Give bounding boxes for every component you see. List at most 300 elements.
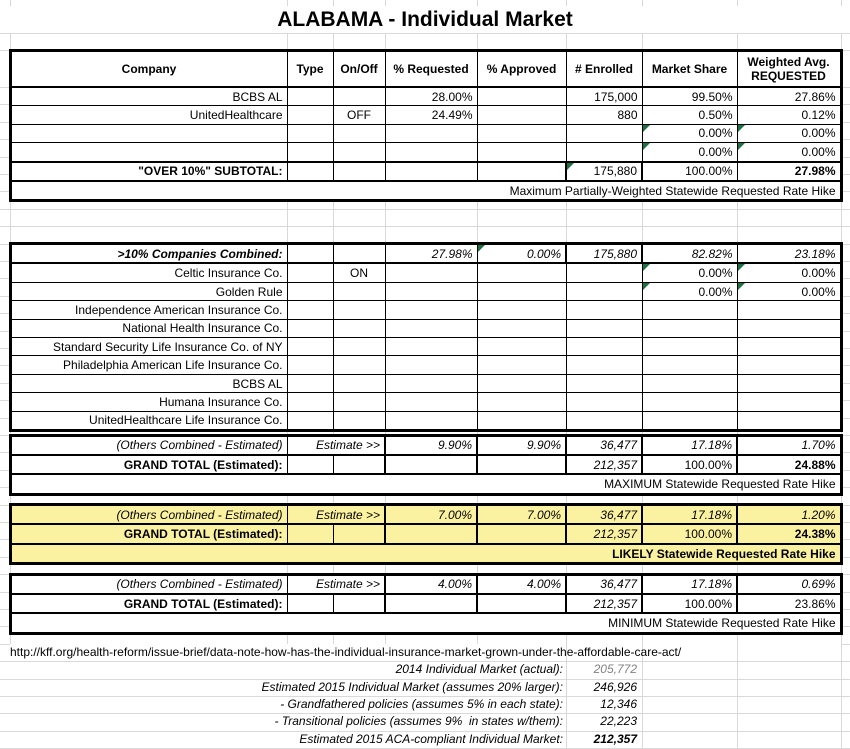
cell-company-text: BCBS AL xyxy=(232,376,283,391)
header-approved[interactable] xyxy=(477,50,566,87)
cell-onoff[interactable] xyxy=(333,374,385,392)
header-weighted[interactable] xyxy=(737,50,841,87)
cell-weighted[interactable] xyxy=(737,106,841,124)
table-note[interactable] xyxy=(10,474,841,494)
over10-table xyxy=(9,49,843,203)
gridline xyxy=(385,33,386,50)
cell-weighted-text: 0.00% xyxy=(801,284,836,299)
table-row xyxy=(10,374,841,392)
grand-total-weighted[interactable] xyxy=(737,524,841,543)
gridline xyxy=(737,33,738,50)
cell-company[interactable] xyxy=(10,87,287,106)
footer-label[interactable]: Estimated 2015 Individual Market (assumes 20% larger): xyxy=(261,679,563,694)
grand-total-enrolled-text: 212,357 xyxy=(593,527,637,542)
green-triangle-icon xyxy=(738,143,745,150)
grand-total-label[interactable] xyxy=(10,524,287,543)
combined-enrolled[interactable] xyxy=(566,244,642,264)
others-requested[interactable] xyxy=(385,505,477,525)
table-row xyxy=(10,594,841,613)
cell-weighted[interactable] xyxy=(737,393,841,411)
combined-weighted-text: 23.18% xyxy=(794,246,836,261)
cell-enrolled[interactable] xyxy=(566,282,642,300)
others-weighted[interactable] xyxy=(737,435,841,455)
cell-requested[interactable] xyxy=(385,411,477,430)
others-requested[interactable] xyxy=(385,435,477,455)
green-triangle-icon xyxy=(643,283,650,290)
cell-weighted[interactable] xyxy=(737,87,841,106)
footer-label[interactable]: - Transitional policies (assumes 9% in states w/them): xyxy=(274,714,563,729)
cell-requested[interactable] xyxy=(385,455,477,474)
cell-enrolled[interactable] xyxy=(566,87,642,106)
grand-total-weighted-text: 24.88% xyxy=(794,457,836,472)
estimate-cell[interactable] xyxy=(287,435,385,455)
others-approved-text: 4.00% xyxy=(526,577,561,592)
cell-requested[interactable] xyxy=(385,393,477,411)
cell-company-text: Independence American Insurance Co. xyxy=(75,302,283,317)
cell-share[interactable] xyxy=(642,106,737,124)
cell-weighted[interactable] xyxy=(737,124,841,142)
cell-company[interactable] xyxy=(10,301,287,319)
grand-total-weighted-text: 23.86% xyxy=(794,596,836,611)
cell-onoff-text: ON xyxy=(350,266,368,281)
green-triangle-icon xyxy=(738,125,745,132)
header-requested-text: % Requested xyxy=(393,61,469,76)
green-triangle-icon xyxy=(478,245,485,252)
cell-requested-text: 24.49% xyxy=(431,108,473,123)
cell-requested[interactable] xyxy=(385,319,477,337)
others-share[interactable] xyxy=(642,505,737,525)
cell-type[interactable] xyxy=(287,594,333,613)
others-share-text: 17.18% xyxy=(691,577,732,592)
estimate-cell-text: Estimate >> xyxy=(315,507,380,522)
subtotal-enrolled[interactable] xyxy=(566,162,642,181)
header-company-text: Company xyxy=(121,61,177,76)
cell-onoff[interactable] xyxy=(333,356,385,374)
footer-value[interactable]: 246,926 xyxy=(593,679,637,694)
likely-estimate-table xyxy=(9,503,843,565)
grand-total-enrolled[interactable] xyxy=(566,524,642,543)
gridline xyxy=(0,644,10,645)
table-note[interactable] xyxy=(10,544,841,564)
cell-type[interactable] xyxy=(287,356,333,374)
cell-share[interactable] xyxy=(642,124,737,142)
table-row xyxy=(10,455,841,474)
footer-value[interactable]: 212,357 xyxy=(593,731,637,746)
table-row xyxy=(10,338,841,356)
header-requested[interactable] xyxy=(385,50,477,87)
cell-enrolled[interactable] xyxy=(566,393,642,411)
cell-enrolled[interactable] xyxy=(566,374,642,392)
cell-type[interactable] xyxy=(287,455,333,474)
table-note-text: MAXIMUM Statewide Requested Rate Hike xyxy=(604,476,836,491)
source-url[interactable]: http://kff.org/health-reform/issue-brief/data-note-how-has-the-individual-insurance-market-grown-under-the-affordable-care-act/ xyxy=(10,644,682,659)
footer-label[interactable]: Estimated 2015 ACA-compliant Individual Market: xyxy=(299,731,563,746)
cell-enrolled-text: 880 xyxy=(617,108,638,123)
gridline xyxy=(333,33,334,50)
others-approved[interactable] xyxy=(477,505,566,525)
table-note-text: Maximum Partially-Weighted Statewide Requested Rate Hike xyxy=(509,183,836,198)
cell-company[interactable] xyxy=(10,124,287,142)
header-company[interactable] xyxy=(10,50,287,87)
cell-onoff[interactable] xyxy=(333,338,385,356)
cell-share[interactable] xyxy=(642,338,737,356)
footer-label[interactable]: - Grandfathered policies (assumes 5% in each state): xyxy=(280,697,563,711)
cell-approved[interactable] xyxy=(477,338,566,356)
others-enrolled-text: 36,477 xyxy=(600,438,637,453)
table-row xyxy=(10,411,841,430)
grand-total-weighted-text: 24.38% xyxy=(794,527,836,542)
cell-weighted[interactable] xyxy=(737,338,841,356)
others-approved[interactable] xyxy=(477,574,566,594)
others-approved[interactable] xyxy=(477,435,566,455)
others-enrolled-text: 36,477 xyxy=(600,577,637,592)
cell-company-text: UnitedHealthcare xyxy=(189,108,283,123)
cell-onoff[interactable] xyxy=(333,124,385,142)
cell-approved[interactable] xyxy=(477,411,566,430)
green-triangle-icon xyxy=(738,264,745,271)
others-share-text: 17.18% xyxy=(691,507,732,522)
table-row xyxy=(10,181,841,201)
grand-total-weighted[interactable] xyxy=(737,594,841,613)
others-weighted-text: 1.20% xyxy=(801,507,836,522)
cell-company-text: Philadelphia American Life Insurance Co. xyxy=(63,358,283,373)
table-row xyxy=(10,524,841,543)
cell-onoff[interactable] xyxy=(333,282,385,300)
cell-type[interactable] xyxy=(287,338,333,356)
gridline xyxy=(566,33,567,50)
cell-approved[interactable] xyxy=(477,455,566,474)
cell-requested[interactable] xyxy=(385,301,477,319)
cell-onoff[interactable] xyxy=(333,319,385,337)
combined-share[interactable] xyxy=(642,244,737,264)
subtotal-share[interactable] xyxy=(642,162,737,181)
cell-requested[interactable] xyxy=(385,594,477,613)
cell-onoff[interactable] xyxy=(333,411,385,430)
footer-label[interactable]: 2014 Individual Market (actual): xyxy=(395,662,563,677)
cell-approved[interactable] xyxy=(477,143,566,162)
cell-approved[interactable] xyxy=(477,282,566,300)
grand-total-label-text: GRAND TOTAL (Estimated): xyxy=(123,596,283,611)
green-triangle-icon xyxy=(567,163,574,170)
cell-type[interactable] xyxy=(287,162,333,181)
cell-approved[interactable] xyxy=(477,301,566,319)
combined-label-text: >10% Companies Combined: xyxy=(117,246,283,261)
cell-requested[interactable] xyxy=(385,374,477,392)
others-label[interactable] xyxy=(10,505,287,525)
cell-approved[interactable] xyxy=(477,393,566,411)
combined-requested-text: 27.98% xyxy=(431,246,473,261)
minimum-estimate-table xyxy=(9,573,843,635)
table-row xyxy=(10,613,841,633)
others-enrolled-text: 36,477 xyxy=(600,507,637,522)
cell-type[interactable] xyxy=(287,319,333,337)
cell-requested[interactable] xyxy=(385,106,477,124)
cell-enrolled[interactable] xyxy=(566,263,642,282)
grand-total-share[interactable] xyxy=(642,524,737,543)
cell-weighted-text: 0.00% xyxy=(801,144,836,159)
cell-requested[interactable] xyxy=(385,87,477,106)
cell-onoff[interactable] xyxy=(333,455,385,474)
combined-weighted[interactable] xyxy=(737,244,841,264)
cell-approved[interactable] xyxy=(477,374,566,392)
combined-label[interactable] xyxy=(10,244,287,264)
cell-type[interactable] xyxy=(287,282,333,300)
subtotal-weighted[interactable] xyxy=(737,162,841,181)
cell-type[interactable] xyxy=(287,124,333,142)
others-requested-text: 7.00% xyxy=(437,507,472,522)
grand-total-label[interactable] xyxy=(10,594,287,613)
cell-requested[interactable] xyxy=(385,263,477,282)
others-enrolled[interactable] xyxy=(566,574,642,594)
cell-approved[interactable] xyxy=(477,87,566,106)
cell-type[interactable] xyxy=(287,524,333,543)
cell-requested[interactable] xyxy=(385,356,477,374)
others-share-text: 17.18% xyxy=(691,438,732,453)
cell-requested[interactable] xyxy=(385,143,477,162)
combined-enrolled-text: 175,880 xyxy=(593,246,637,261)
cell-weighted-text: 0.00% xyxy=(801,126,836,141)
others-enrolled[interactable] xyxy=(566,435,642,455)
table-row xyxy=(10,301,841,319)
cell-weighted[interactable] xyxy=(737,356,841,374)
cell-enrolled[interactable] xyxy=(566,319,642,337)
cell-company[interactable] xyxy=(10,374,287,392)
table-row xyxy=(10,319,841,337)
cell-share[interactable] xyxy=(642,87,737,106)
others-weighted[interactable] xyxy=(737,574,841,594)
cell-approved[interactable] xyxy=(477,263,566,282)
cell-onoff-text: OFF xyxy=(347,108,371,123)
grand-total-enrolled-text: 212,357 xyxy=(593,457,637,472)
cell-approved[interactable] xyxy=(477,162,566,181)
cell-onoff[interactable] xyxy=(333,106,385,124)
cell-share-text: 0.00% xyxy=(698,266,733,281)
cell-approved[interactable] xyxy=(477,106,566,124)
cell-enrolled[interactable] xyxy=(566,106,642,124)
grand-total-label[interactable] xyxy=(10,455,287,474)
gridline xyxy=(841,644,850,645)
cell-onoff[interactable] xyxy=(333,162,385,181)
grand-total-enrolled[interactable] xyxy=(566,455,642,474)
cell-company[interactable] xyxy=(10,282,287,300)
page-title: ALABAMA - Individual Market xyxy=(0,6,850,33)
cell-share-text: 0.00% xyxy=(698,284,733,299)
cell-company[interactable] xyxy=(10,143,287,162)
table-row xyxy=(10,162,841,181)
cell-requested[interactable] xyxy=(385,162,477,181)
cell-company-text: Humana Insurance Co. xyxy=(159,394,283,409)
footer-value[interactable]: 22,223 xyxy=(600,714,637,729)
gridline xyxy=(0,226,10,227)
subtotal-label[interactable] xyxy=(10,162,287,181)
estimate-cell[interactable] xyxy=(287,574,385,594)
table-row xyxy=(10,244,841,264)
cell-enrolled[interactable] xyxy=(566,338,642,356)
gridline xyxy=(0,209,10,210)
cell-onoff[interactable] xyxy=(333,244,385,264)
cell-share-text: 0.00% xyxy=(698,126,733,141)
cell-enrolled[interactable] xyxy=(566,356,642,374)
header-onoff[interactable] xyxy=(333,50,385,87)
table-row xyxy=(10,106,841,124)
cell-share[interactable] xyxy=(642,282,737,300)
cell-onoff[interactable] xyxy=(333,524,385,543)
cell-type[interactable] xyxy=(287,87,333,106)
subtotal-weighted-text: 27.98% xyxy=(794,164,836,179)
others-weighted[interactable] xyxy=(737,505,841,525)
cell-type[interactable] xyxy=(287,244,333,264)
gridline xyxy=(841,209,850,210)
green-triangle-icon xyxy=(643,125,650,132)
others-share[interactable] xyxy=(642,574,737,594)
cell-requested[interactable] xyxy=(385,124,477,142)
green-triangle-icon xyxy=(738,283,745,290)
table-row xyxy=(10,87,841,106)
cell-requested[interactable] xyxy=(385,338,477,356)
subtotal-enrolled-text: 175,880 xyxy=(593,164,637,179)
cell-share[interactable] xyxy=(642,374,737,392)
others-label[interactable] xyxy=(10,574,287,594)
cell-onoff[interactable] xyxy=(333,87,385,106)
cell-weighted-text: 27.86% xyxy=(794,89,836,104)
gridline xyxy=(0,33,850,34)
cell-approved[interactable] xyxy=(477,524,566,543)
cell-company[interactable] xyxy=(10,319,287,337)
header-enrolled[interactable] xyxy=(566,50,642,87)
cell-company-text: National Health Insurance Co. xyxy=(122,321,283,336)
cell-share-text: 0.50% xyxy=(698,108,733,123)
grand-total-weighted[interactable] xyxy=(737,455,841,474)
others-label-text: (Others Combined - Estimated) xyxy=(116,438,283,453)
cell-requested-text: 28.00% xyxy=(431,89,473,104)
estimate-cell-text: Estimate >> xyxy=(315,438,380,453)
cell-company[interactable] xyxy=(10,393,287,411)
cell-onoff[interactable] xyxy=(333,594,385,613)
cell-enrolled[interactable] xyxy=(566,411,642,430)
table-row xyxy=(10,50,841,87)
gridline xyxy=(477,33,478,50)
subtotal-share-text: 100.00% xyxy=(685,164,733,179)
cell-approved[interactable] xyxy=(477,319,566,337)
cell-share[interactable] xyxy=(642,356,737,374)
cell-share[interactable] xyxy=(642,143,737,162)
cell-onoff[interactable] xyxy=(333,393,385,411)
cell-approved[interactable] xyxy=(477,594,566,613)
table-row xyxy=(10,282,841,300)
cell-company[interactable] xyxy=(10,263,287,282)
cell-share[interactable] xyxy=(642,319,737,337)
cell-company-text: Standard Security Life Insurance Co. of NY xyxy=(53,339,283,354)
cell-company[interactable] xyxy=(10,411,287,430)
cell-company-text: Celtic Insurance Co. xyxy=(174,266,283,281)
cell-company-text: Golden Rule xyxy=(215,284,283,299)
grand-total-enrolled[interactable] xyxy=(566,594,642,613)
cell-enrolled-text: 175,000 xyxy=(594,89,638,104)
cell-enrolled[interactable] xyxy=(566,124,642,142)
header-share[interactable] xyxy=(642,50,737,87)
cell-type[interactable] xyxy=(287,106,333,124)
cell-weighted[interactable] xyxy=(737,374,841,392)
cell-share[interactable] xyxy=(642,393,737,411)
cell-requested[interactable] xyxy=(385,524,477,543)
cell-type[interactable] xyxy=(287,143,333,162)
cell-weighted[interactable] xyxy=(737,411,841,430)
cell-type[interactable] xyxy=(287,393,333,411)
table-row xyxy=(10,544,841,564)
others-label-text: (Others Combined - Estimated) xyxy=(116,507,283,522)
gridline xyxy=(642,33,643,50)
grand-total-share[interactable] xyxy=(642,455,737,474)
cell-enrolled[interactable] xyxy=(566,143,642,162)
cell-company[interactable] xyxy=(10,106,287,124)
cell-enrolled[interactable] xyxy=(566,301,642,319)
green-triangle-icon xyxy=(643,264,650,271)
combined-approved[interactable] xyxy=(477,244,566,264)
others-requested-text: 4.00% xyxy=(437,577,472,592)
cell-type[interactable] xyxy=(287,263,333,282)
grand-total-share-text: 100.00% xyxy=(684,527,732,542)
cell-company[interactable] xyxy=(10,338,287,356)
cell-weighted[interactable] xyxy=(737,319,841,337)
cell-share[interactable] xyxy=(642,301,737,319)
table-row xyxy=(10,263,841,282)
others-share[interactable] xyxy=(642,435,737,455)
cell-weighted[interactable] xyxy=(737,282,841,300)
others-weighted-text: 1.70% xyxy=(801,438,836,453)
combined-requested[interactable] xyxy=(385,244,477,264)
cell-onoff[interactable] xyxy=(333,143,385,162)
table-row xyxy=(10,393,841,411)
header-type[interactable] xyxy=(287,50,333,87)
cell-company[interactable] xyxy=(10,356,287,374)
footer-value[interactable]: 12,346 xyxy=(600,697,637,711)
cell-weighted[interactable] xyxy=(737,143,841,162)
gridline xyxy=(0,209,850,210)
others-requested-text: 9.90% xyxy=(437,438,472,453)
table-note[interactable] xyxy=(10,181,841,201)
cell-onoff[interactable] xyxy=(333,263,385,282)
others-approved-text: 7.00% xyxy=(526,507,561,522)
cell-share[interactable] xyxy=(642,411,737,430)
grand-total-share[interactable] xyxy=(642,594,737,613)
estimate-cell[interactable] xyxy=(287,505,385,525)
header-enrolled-text: # Enrolled xyxy=(574,61,633,76)
cell-type[interactable] xyxy=(287,374,333,392)
others-label[interactable] xyxy=(10,435,287,455)
cell-type[interactable] xyxy=(287,411,333,430)
cell-weighted[interactable] xyxy=(737,263,841,282)
cell-share[interactable] xyxy=(642,263,737,282)
table-row xyxy=(10,143,841,162)
cell-share-text: 99.50% xyxy=(691,89,733,104)
cell-type[interactable] xyxy=(287,301,333,319)
gridline xyxy=(841,696,850,697)
grand-total-label-text: GRAND TOTAL (Estimated): xyxy=(123,457,283,472)
table-row xyxy=(10,474,841,494)
table-note[interactable] xyxy=(10,613,841,633)
others-enrolled[interactable] xyxy=(566,505,642,525)
cell-onoff[interactable] xyxy=(333,301,385,319)
cell-weighted[interactable] xyxy=(737,301,841,319)
cell-approved[interactable] xyxy=(477,124,566,142)
cell-approved[interactable] xyxy=(477,356,566,374)
gridline xyxy=(10,33,11,50)
others-requested[interactable] xyxy=(385,574,477,594)
footer-value[interactable]: 205,772 xyxy=(593,662,637,677)
cell-requested[interactable] xyxy=(385,282,477,300)
header-share-text: Market Share xyxy=(651,61,728,76)
gridline xyxy=(287,33,288,50)
